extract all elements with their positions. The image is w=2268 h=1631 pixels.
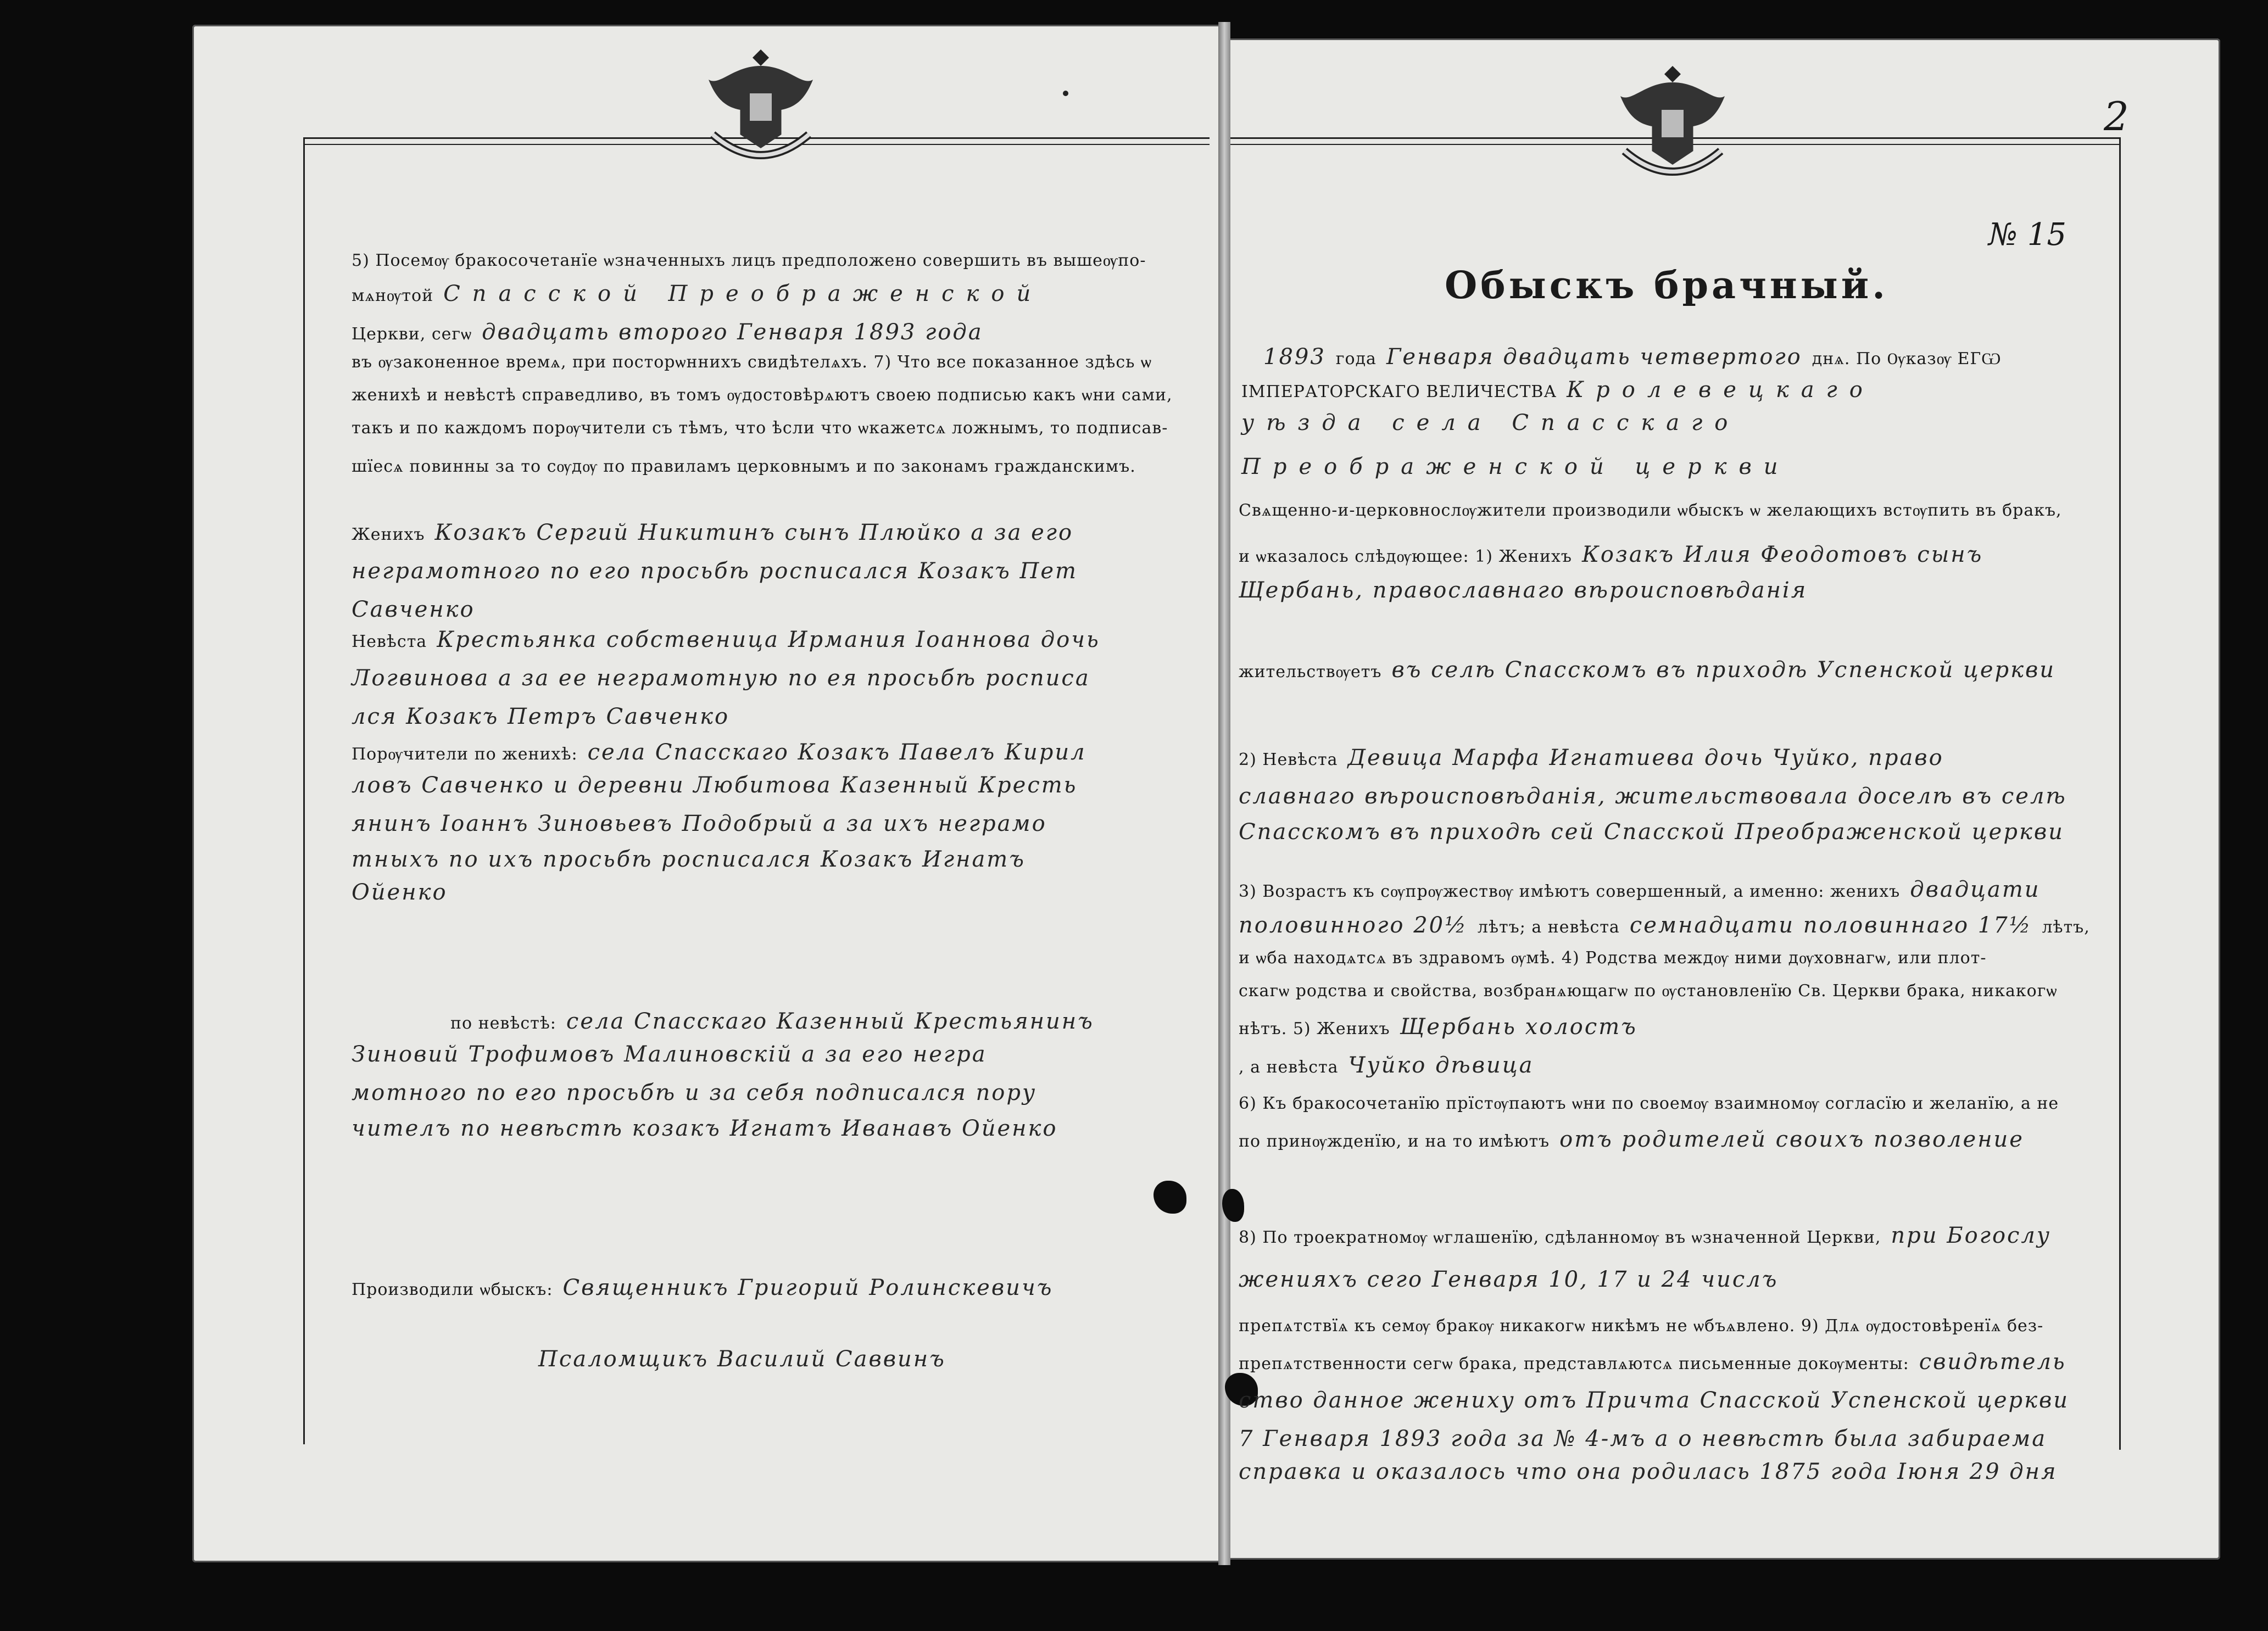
left-side-rule — [303, 137, 305, 1444]
right-line — [1239, 1351, 2076, 1375]
handwritten-text: половинного 20½ — [1239, 913, 1468, 938]
printed-text: Церкви, сегѡ — [352, 325, 472, 344]
left-line — [352, 1082, 1046, 1106]
handwritten-text: 1893 — [1263, 344, 1326, 370]
printed-text: ІМПЕРАТОРСКАГО ВЕЛИЧЕСТВА — [1241, 382, 1557, 401]
handwritten-text: уѣзда села Спасскаго — [1241, 410, 1740, 435]
right-line — [1263, 346, 2011, 370]
handwritten-text: Девица Марфа Игнатиева дочь Чуйко, право — [1347, 745, 1944, 770]
right-line — [1239, 1269, 1788, 1293]
right-line — [1241, 379, 1885, 403]
handwritten-text: Козакъ Илия Феодотовъ сынъ — [1581, 542, 1983, 567]
right-line — [1239, 947, 1996, 969]
handwritten-text: Преображенской церкви — [1241, 454, 1790, 479]
left-line — [352, 848, 1035, 873]
printed-text: года — [1335, 349, 1377, 368]
handwritten-text: 7 Генваря 1893 года за № 4-мъ а о невѣстѣ была забираема — [1239, 1426, 2047, 1451]
left-line — [538, 1348, 956, 1372]
printed-text: скагѡ родства и свойства, возбранѧющагѡ по ѹстановленїю Св. Церкви брака, никакогѡ — [1239, 981, 2058, 1001]
right-line — [1239, 747, 1954, 771]
left-line — [352, 417, 1178, 439]
printed-text: нѣтъ. 5) Женихъ — [1239, 1019, 1390, 1038]
printed-text: 2) Невѣста — [1239, 750, 1338, 769]
printed-text: Невѣста — [352, 632, 427, 651]
left-line — [352, 599, 485, 623]
right-line — [1239, 1428, 2057, 1452]
printed-text: женихѣ и невѣстѣ справедливо, въ томъ ѹдостовѣрѧютъ своею подписью какъ ѡни сами, — [352, 386, 1173, 405]
left-line — [352, 881, 458, 906]
handwritten-text: Псаломщикъ Василий Саввинъ — [538, 1347, 946, 1372]
left-line — [352, 283, 1052, 307]
right-line — [1239, 1315, 2053, 1337]
left-line — [352, 250, 1156, 272]
handwritten-text: Кролевецкаго — [1567, 377, 1875, 403]
right-line — [1239, 1054, 1544, 1079]
handwritten-text: села Спасскаго Казенный Крестьянинъ — [566, 1009, 1094, 1034]
handwritten-text: села Спасскаго Козакъ Павелъ Кирил — [587, 740, 1086, 765]
right-line — [1239, 821, 2074, 845]
left-line — [352, 741, 1096, 766]
printed-text: и ѡба находѧтсѧ въ здравомъ ѹмѣ. 4) Родства междѹ ними дѹховнагѡ, или плот- — [1239, 948, 1987, 968]
right-side-rule — [2119, 137, 2121, 1450]
printed-text: препѧтствїѧ къ семѹ бракѹ никакогѡ никѣмъ не ѡбъѧвлено. 9) Длѧ ѹдостовѣренїѧ без- — [1239, 1316, 2044, 1336]
printed-text: , а невѣста — [1239, 1058, 1339, 1077]
handwritten-text: Ойенко — [352, 880, 448, 905]
handwritten-text: мотного по его просьбѣ и за себя подписался пору — [352, 1080, 1037, 1105]
right-line — [1239, 659, 2065, 683]
book-spine — [1218, 22, 1230, 1565]
left-line — [352, 706, 739, 730]
right-line — [1239, 1461, 2067, 1485]
right-synodal-emblem-icon — [1604, 55, 1741, 192]
handwritten-text: лся Козакъ Петръ Савченко — [352, 704, 730, 729]
right-line — [1239, 500, 2072, 522]
handwritten-text: Зиновий Трофимовъ Малиновскій а за его негра — [352, 1042, 987, 1067]
printed-text: по принѹжденїю, и на то имѣютъ — [1239, 1132, 1550, 1151]
handwritten-text: ство данное жениху отъ Причта Спасской Успенской церкви — [1239, 1388, 2070, 1413]
right-title: Обыскъ брачный. — [1445, 264, 1888, 308]
handwritten-text: Спасскомъ въ приходѣ сей Спасской Преображенской церкви — [1239, 819, 2064, 845]
handwritten-text: неграмотного по его просьбѣ росписался Козакъ Пет — [352, 558, 1078, 584]
handwritten-text: тныхъ по ихъ просьбѣ росписался Козакъ Игнатъ — [352, 847, 1026, 872]
right-line — [1239, 1093, 2069, 1115]
printed-text: Производили ѡбыскъ: — [352, 1280, 553, 1299]
printed-text: препѧтственности сегѡ брака, представлѧютсѧ письменные докѹменты: — [1239, 1354, 1909, 1373]
handwritten-text: справка и оказалось что она родилась 1875 года Іюня 29 дня — [1239, 1459, 2058, 1484]
printed-text: такъ и по каждомъ порѹчители съ тѣмъ, что ѣсли что ѡкажетсѧ ложнымъ, то подписав- — [352, 418, 1168, 438]
record-number: № 15 — [1988, 217, 2067, 253]
right-line — [1239, 1016, 1647, 1040]
right-line — [1239, 1129, 2034, 1153]
handwritten-text: въ селѣ Спасскомъ въ приходѣ Успенской церкви — [1391, 657, 2056, 683]
printed-text: 8) По троекратномѹ ѡглашенїю, сдѣланномѹ въ ѡзначенной Церкви, — [1239, 1228, 1881, 1247]
page-number: 2 — [2104, 93, 2129, 139]
right-line — [1239, 980, 2067, 1002]
left-line — [352, 321, 993, 345]
ink-dot — [1063, 91, 1068, 96]
handwritten-text: отъ родителей своихъ позволение — [1559, 1127, 2024, 1152]
right-line — [1239, 879, 2050, 903]
handwritten-text: Спасской Преображенской — [443, 281, 1043, 306]
left-line — [352, 456, 1146, 478]
printed-text: лѣтъ, — [2042, 918, 2090, 937]
handwritten-text: свидѣтель — [1919, 1349, 2066, 1375]
printed-text: днѧ. По Ѹказѹ ЕГѠ — [1812, 349, 2002, 368]
printed-text: Свѧщенно-и-церковнослѹжители производили ѡбыскъ ѡ желающихъ встѹпить въ бракъ, — [1239, 501, 2062, 520]
left-line — [352, 560, 1088, 584]
handwritten-text: двадцати — [1910, 877, 2041, 902]
left-line — [352, 774, 1087, 798]
printed-text: и ѡказалось слѣдѹющее: 1) Женихъ — [1239, 547, 1572, 566]
left-line — [352, 667, 1100, 691]
right-line — [1239, 579, 1817, 604]
right-line — [1239, 1225, 2061, 1249]
left-line — [450, 1010, 1104, 1035]
handwritten-text: Священникъ Григорий Ролинскевичъ — [562, 1275, 1054, 1300]
handwritten-text: Козакъ Сергий Никитинъ сынъ Плюйко а за его — [434, 520, 1074, 545]
handwritten-text: ловъ Савченко и деревни Любитова Казенный Кресть — [352, 773, 1078, 798]
left-line — [352, 384, 1183, 406]
left-synodal-emblem-icon — [692, 38, 829, 176]
printed-text: 3) Возрастъ къ сѹпрѹжествѹ имѣютъ совершенный, а именно: женихъ — [1239, 882, 1901, 901]
right-line — [1239, 785, 2077, 809]
right-line — [1241, 456, 1800, 480]
handwritten-text: Крестьянка собственица Ирмания Іоаннова дочь — [437, 627, 1100, 652]
left-line — [352, 522, 1083, 546]
right-line — [1239, 1389, 2079, 1414]
handwritten-text: Щербань холостъ — [1400, 1014, 1637, 1040]
right-line — [1241, 412, 1749, 436]
printed-text: Порѹчители по женихѣ: — [352, 745, 578, 764]
right-line — [1239, 914, 2100, 939]
printed-text: шїесѧ повинны за то сѹдѹ по правиламъ церковнымъ и по законамъ гражданскимъ. — [352, 457, 1136, 476]
left-line — [352, 1043, 997, 1068]
printed-text: 5) Посемѹ бракосочетанїе ѡзначенныхъ лицъ предположено совершить въ вышеѹпо- — [352, 251, 1146, 270]
handwritten-text: женияхъ сего Генваря 10, 17 и 24 числъ — [1239, 1267, 1779, 1292]
right-line — [1239, 544, 1993, 568]
handwritten-text: при Богослу — [1891, 1223, 2052, 1248]
handwritten-text: Савченко — [352, 597, 475, 622]
handwritten-text: славнаго вѣроисповѣданія, жительствовала доселѣ въ селѣ — [1239, 784, 2067, 809]
handwritten-text: чителъ по невѣстѣ козакъ Игнатъ Иванавъ Ойенко — [352, 1116, 1058, 1141]
printed-text: мѧнѹтой — [352, 286, 434, 305]
left-line — [352, 351, 1162, 373]
handwritten-text: Логвинова а за ее неграмотную по ея просьбѣ росписа — [352, 666, 1090, 691]
handwritten-text: двадцать второго Генваря 1893 года — [482, 320, 983, 345]
printed-text: по невѣстѣ: — [450, 1014, 556, 1033]
printed-text: 6) Къ бракосочетанїю прїстѹпаютъ ѡни по своемѹ взаимномѹ согласїю и желанїю, а не — [1239, 1094, 2059, 1113]
handwritten-text: янинъ Іоаннъ Зиновьевъ Подобрый а за ихъ неграмо — [352, 811, 1047, 836]
printed-text: въ ѹзаконенное времѧ, при посторѡннихъ свидѣтелѧхъ. 7) Что все показанное здѣсь ѡ — [352, 353, 1152, 372]
handwritten-text: Генваря двадцать четвертого — [1386, 344, 1802, 370]
handwritten-text: Щербань, православнаго вѣроисповѣданія — [1239, 578, 1808, 603]
printed-text: жительствѹетъ — [1239, 662, 1382, 682]
printed-text: Женихъ — [352, 525, 425, 544]
left-line — [352, 629, 1110, 653]
printed-text: лѣтъ; а невѣста — [1477, 918, 1620, 937]
handwritten-text: семнадцати половиннаго 17½ — [1629, 913, 2032, 938]
left-line — [352, 813, 1057, 837]
handwritten-text: Чуйко дѣвица — [1348, 1053, 1534, 1078]
left-line — [352, 1118, 1067, 1142]
left-line — [352, 1277, 1063, 1301]
